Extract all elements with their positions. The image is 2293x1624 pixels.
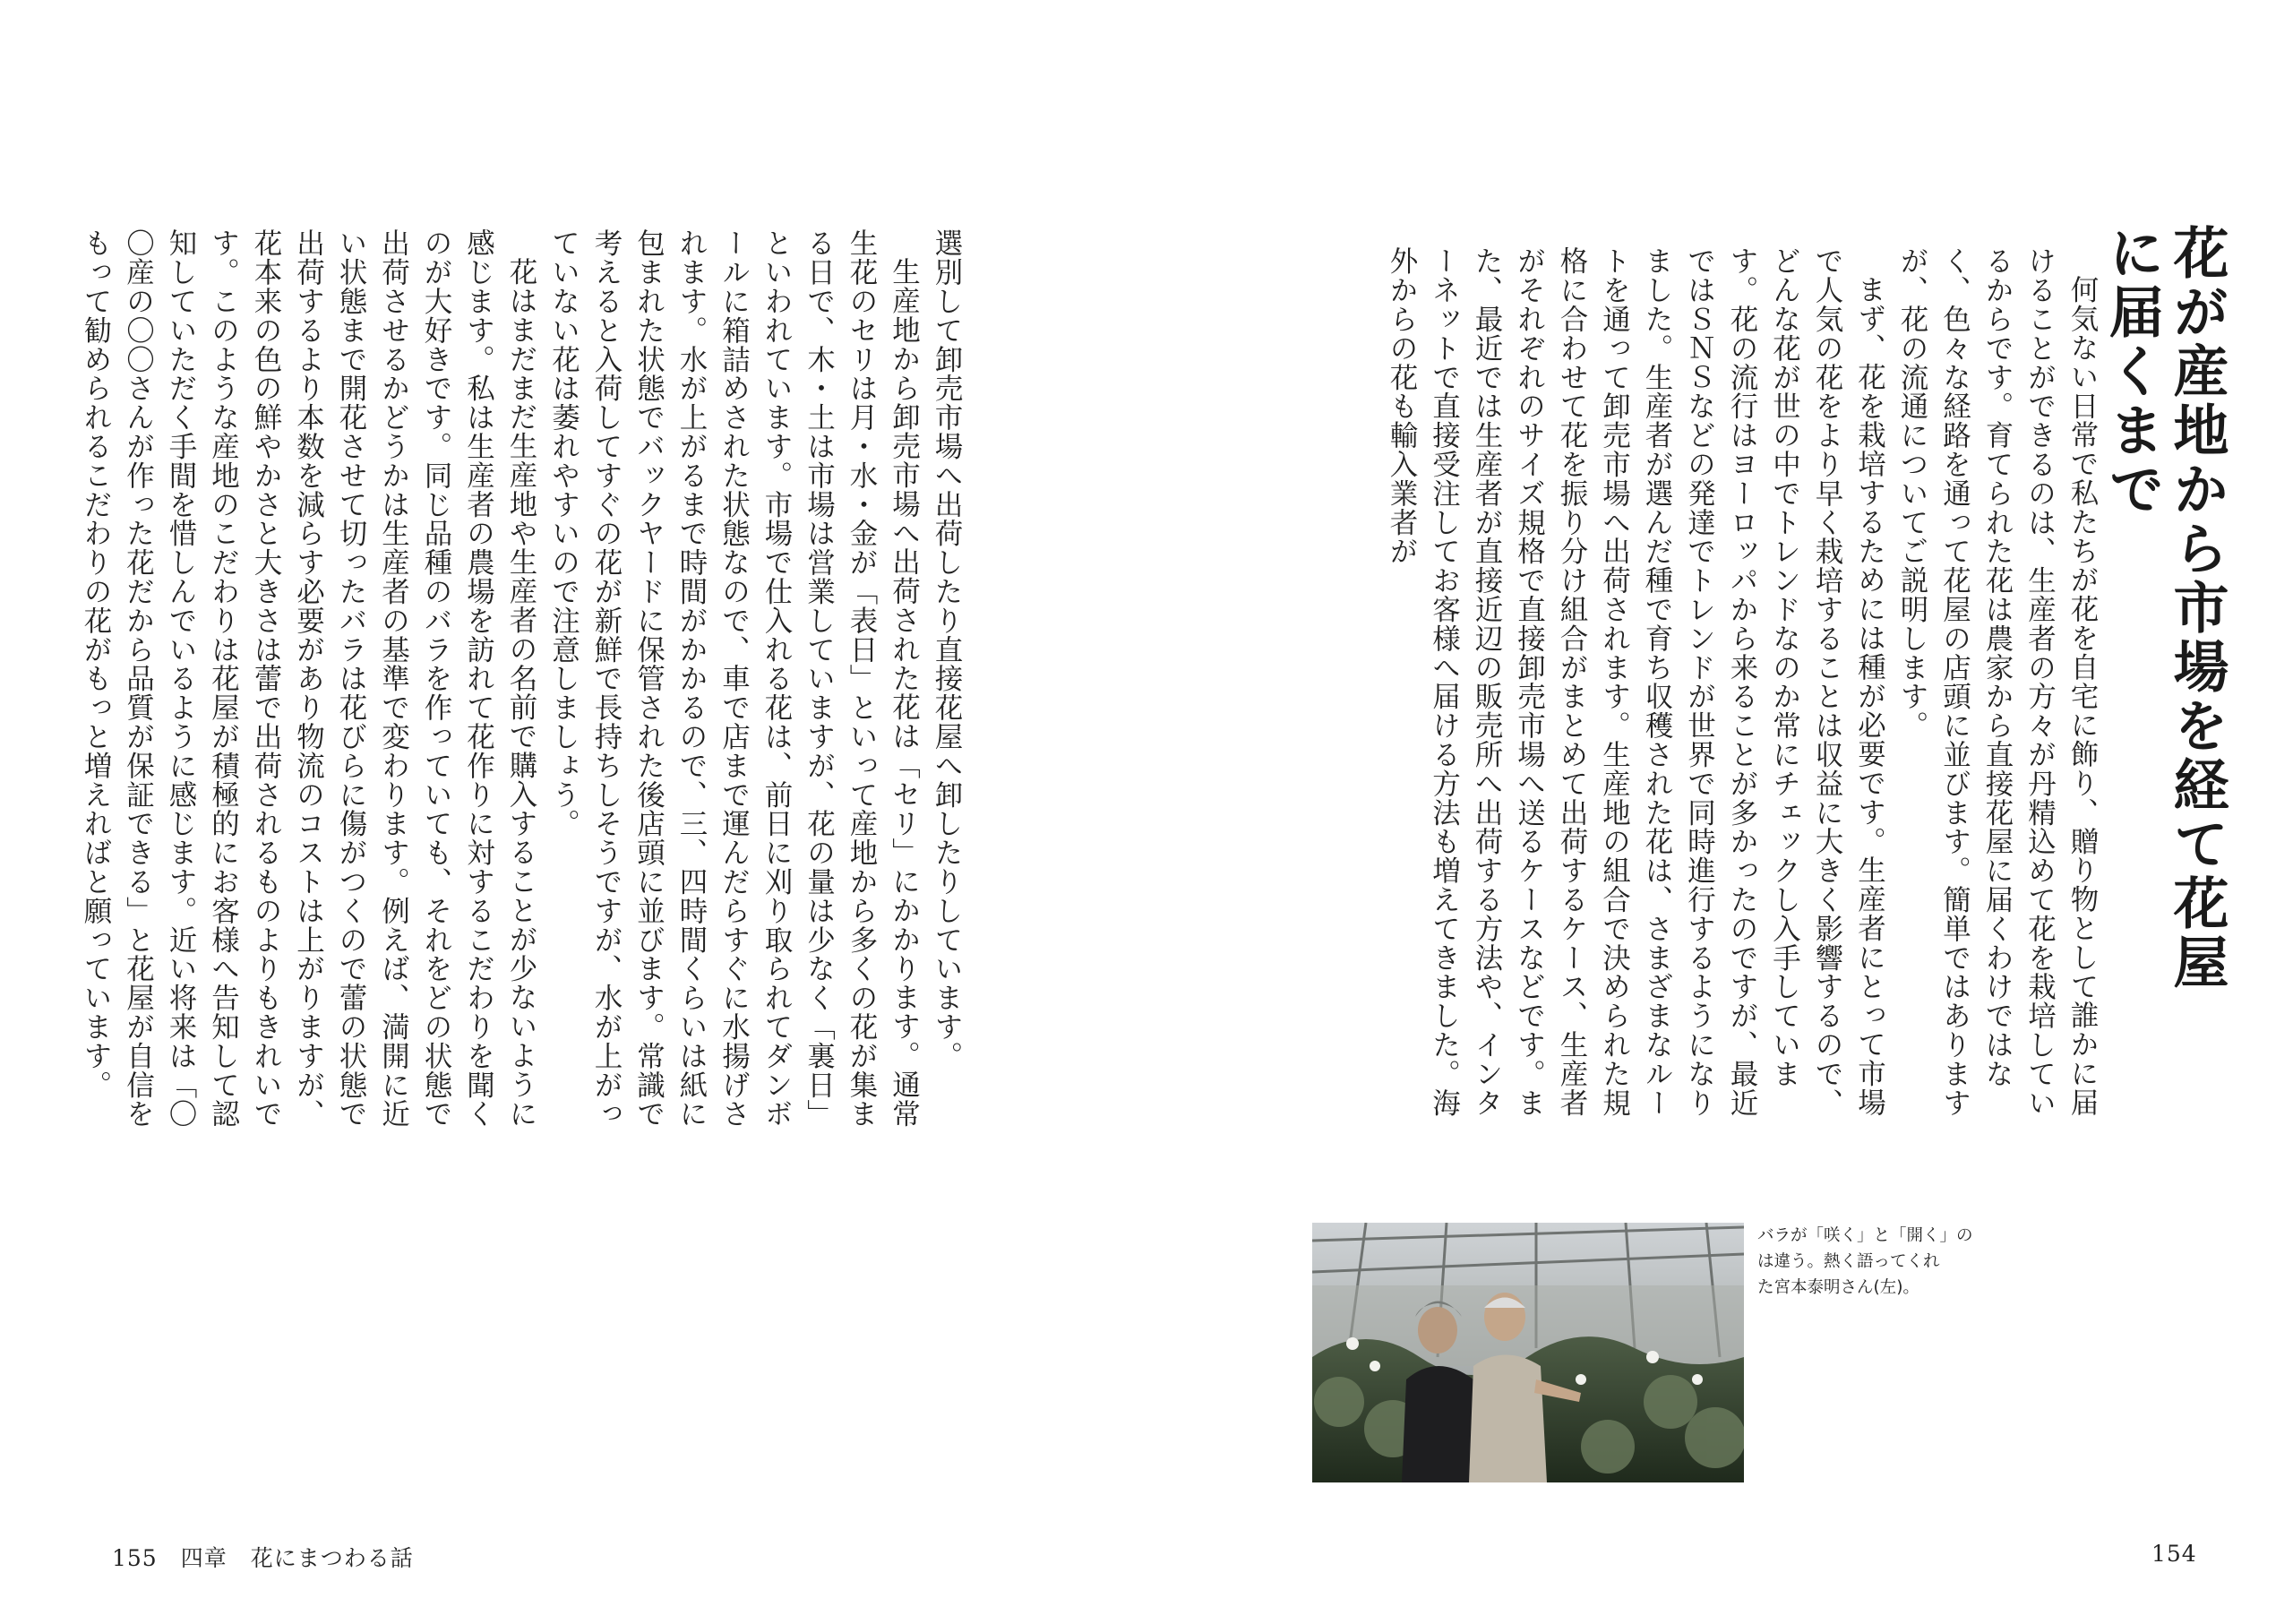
caption-line: バラが「咲く」と「開く」の <box>1757 1226 1973 1245</box>
caption-line: は違う。熱く語ってくれ <box>1757 1252 1940 1271</box>
paragraph: 何気ない日常で私たちが花を自宅に飾り、贈り物として誰かに届けることができるのは、生産者の方々が丹精込めて花を栽培しているからです。育てられた花は農家から直接花屋に届くわけではなく、色々な経路を通って花屋の店頭に並びます。簡単ではありますが、花の流通についてご説明します。 <box>1896 246 2099 1117</box>
page-number-right: 154 <box>2151 1541 2197 1567</box>
paragraph: まず、花を栽培するためには種が必要です。生産者にとって市場で人気の花をより早く栽培することは収益に大きく影響するので、どんな花が世の中でトレンドなのか常にチェックし入手しています。花の流行はヨーロッパから来ることが多かったのですが、最近ではＳＮＳなどの発達でトレンドが世界で同時進行するようになりました。生産者が選んだ種で育ち収穫された花は、さまざまなルートを通って卸売市場へ出荷されます。生産地の組合で決められた規格に合わせて花を振り分け組合がまとめて出荷するケース、生産者がそれぞれのサイズ規格で直接卸売市場へ送るケースなどです。また、最近では生産者が直接近辺の販売所へ出荷する方法や、インターネットで直接受注してお客様へ届ける方法も増えてきました。海外からの花も輸入業者が <box>1386 246 1886 1117</box>
chapter-title: 花が産地から市場を経て花屋に届くまで <box>2100 224 2229 992</box>
paragraph: 選別して卸売市場へ出荷したり直接花屋へ卸したりしています。 <box>931 228 963 1070</box>
caption-line: た宮本泰明さん(左)。 <box>1757 1278 1919 1297</box>
paragraph: 花はまだまだ生産地や生産者の名前で購入することが少ないように感じます。私は生産者の農場を訪れて花作りに対するこだわりを聞くのが大好きです。同じ品種のバラを作っていても、それをどの状態で出荷させるかどうかは生産者の基準で変わります。例えば、満開に近い状態まで開花させて切ったバラは花びらに傷がつくので蕾の状態で出荷するより本数を減らす必要があり物流のコストは上がりますが、花本来の色の鮮やかさと大きさは蕾で出荷されるものよりもきれいです。このような産地のこだわりは花屋が積極的にお客様へ告知して認知していただく手間を惜しんでいるように感じます。近い将来は「〇〇産の〇〇さんが作った花だから品質が保証できる」と花屋が自信をもって勧められるこだわりの花がもっと増えればと願っています。 <box>80 228 537 1129</box>
photo-caption <box>1757 1223 1999 1301</box>
paragraph: 生産地から卸売市場へ出荷された花は「セリ」にかかります。通常生花のセリは月・水・金が「表日」といって産地から多くの花が集まる日で、木・土は市場は営業していますが、花の量は少なく「裏日」といわれています。市場で仕入れる花は、前日に刈り取られてダンボールに箱詰めされた状態なので、車で店まで運んだらすぐに水揚げされます。水が上がるまで時間がかかるので、三、四時間くらいは紙に包まれた状態でバックヤードに保管された後店頭に並びます。常識で考えると入荷してすぐの花が新鮮で長持ちしそうですが、水が上がっていない花は萎れやすいので注意しましょう。 <box>547 228 921 1129</box>
page-number-left: 155 <box>112 1545 158 1571</box>
greenhouse-photo <box>1312 1223 1744 1482</box>
chapter-label: 四章 <box>180 1545 228 1571</box>
left-body-text <box>80 228 967 1133</box>
running-title: 花にまつわる話 <box>250 1545 414 1571</box>
right-body-text <box>1386 246 2103 1129</box>
running-footer <box>112 1541 437 1573</box>
